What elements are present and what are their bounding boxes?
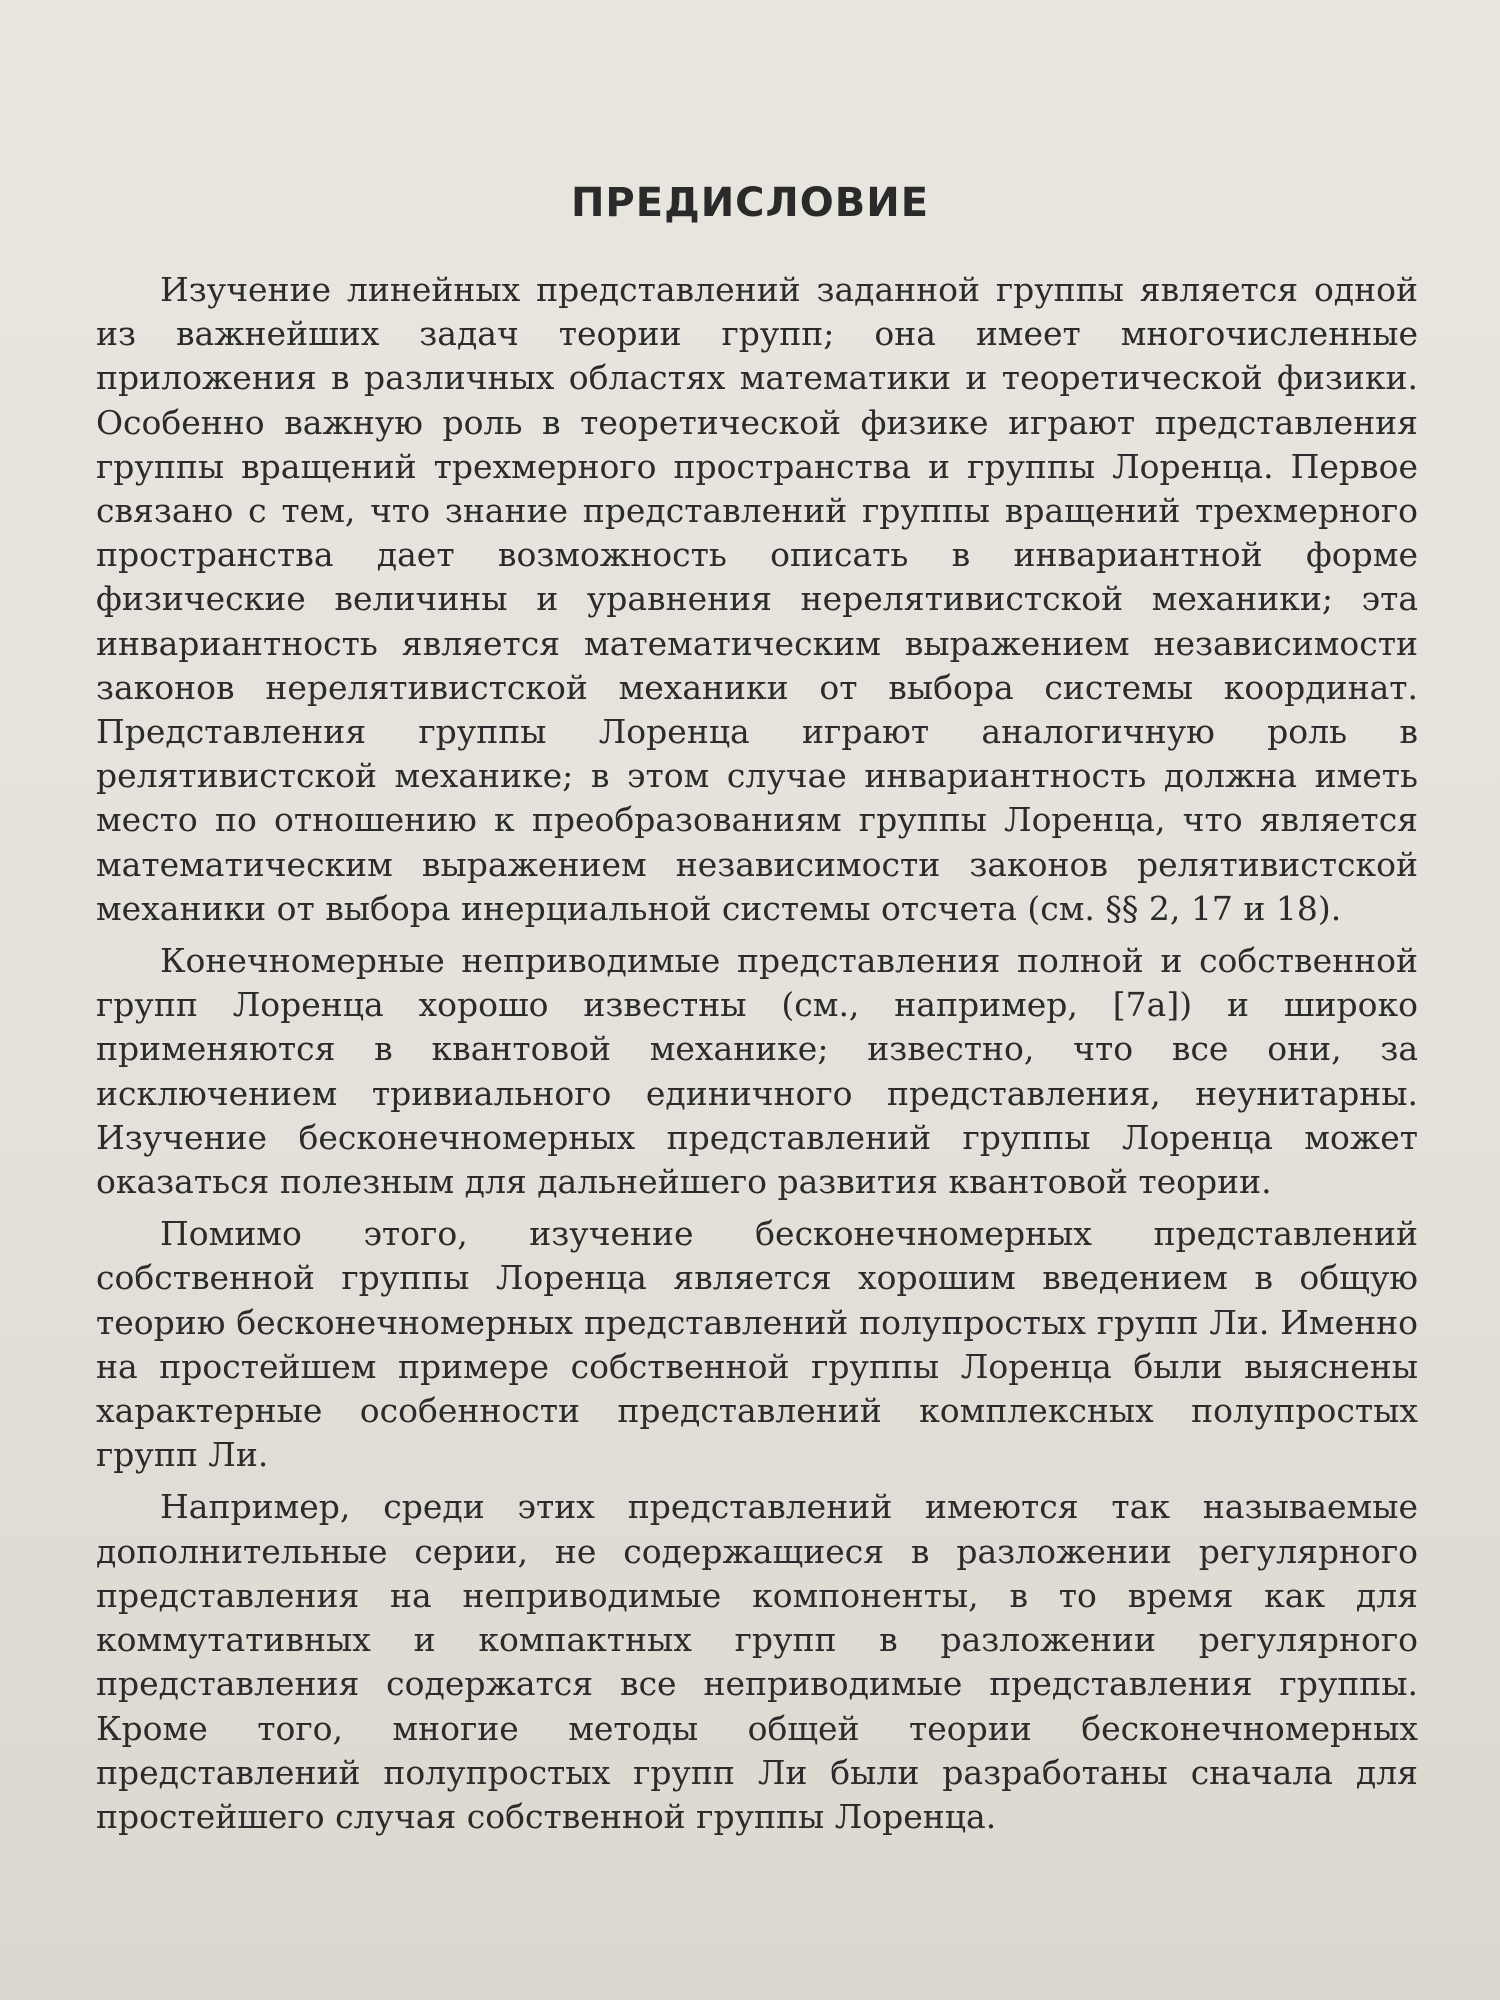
paragraph-4: Например, среди этих представлений имеются так называемые дополнительные серии, не содержащиеся в разложении регулярного представления на неприводимые компоненты, в то время как для коммутативных и компактных групп в разложении регулярного представления содержатся все неприводимые представления группы. Кроме того, многие методы общей теории бесконечномерных представлений полупростых групп Ли были разработаны сначала для простейшего случая собственной группы Лоренца. <box>96 1487 1418 1836</box>
paragraph-2: Конечномерные неприводимые представления полной и собственной групп Лоренца хорошо известны (см., например, [7а]) и широко применяются в квантовой механике; известно, что все они, за исключением тривиального единичного представления, неунитарны. Изучение бесконечномерных представлений группы Лоренца может оказаться полезным для дальнейшего развития квантовой теории. <box>96 941 1418 1202</box>
page-title: ПРЕДИСЛОВИЕ <box>570 180 930 226</box>
paragraph-1: Изучение линейных представлений заданной группы является одной из важнейших задач теории групп; она имеет многочисленные приложения в различных областях математики и теоретической физики. Особенно важную роль в теоретической физике играют представления группы вращений трехмерного пространства и группы Лоренца. Первое связано с тем, что знание представлений группы вращений трехмерного пространства дает возможность описать в инвариантной форме физические величины и уравнения нерелятивистской механики; эта инвариантность является математическим выражением независимости законов нерелятивистской механики от выбора системы координат. Представления группы Лоренца играют аналогичную роль в релятивистской механике; в этом случае инвариантность должна иметь место по отношению к преобразованиям группы Лоренца, что является математическим выражением независимости законов релятивистской механики от выбора инерциальной системы отсчета (см. §§ 2, 17 и 18). <box>96 270 1418 928</box>
paragraph-3: Помимо этого, изучение бесконечномерных представлений собственной группы Лоренца является хорошим введением в общую теорию бесконечномерных представлений полупростых групп Ли. Именно на простейшем примере собственной группы Лоренца были выяснены характерные особенности представлений комплексных полупростых групп Ли. <box>96 1214 1418 1475</box>
body-text <box>96 268 1418 1847</box>
